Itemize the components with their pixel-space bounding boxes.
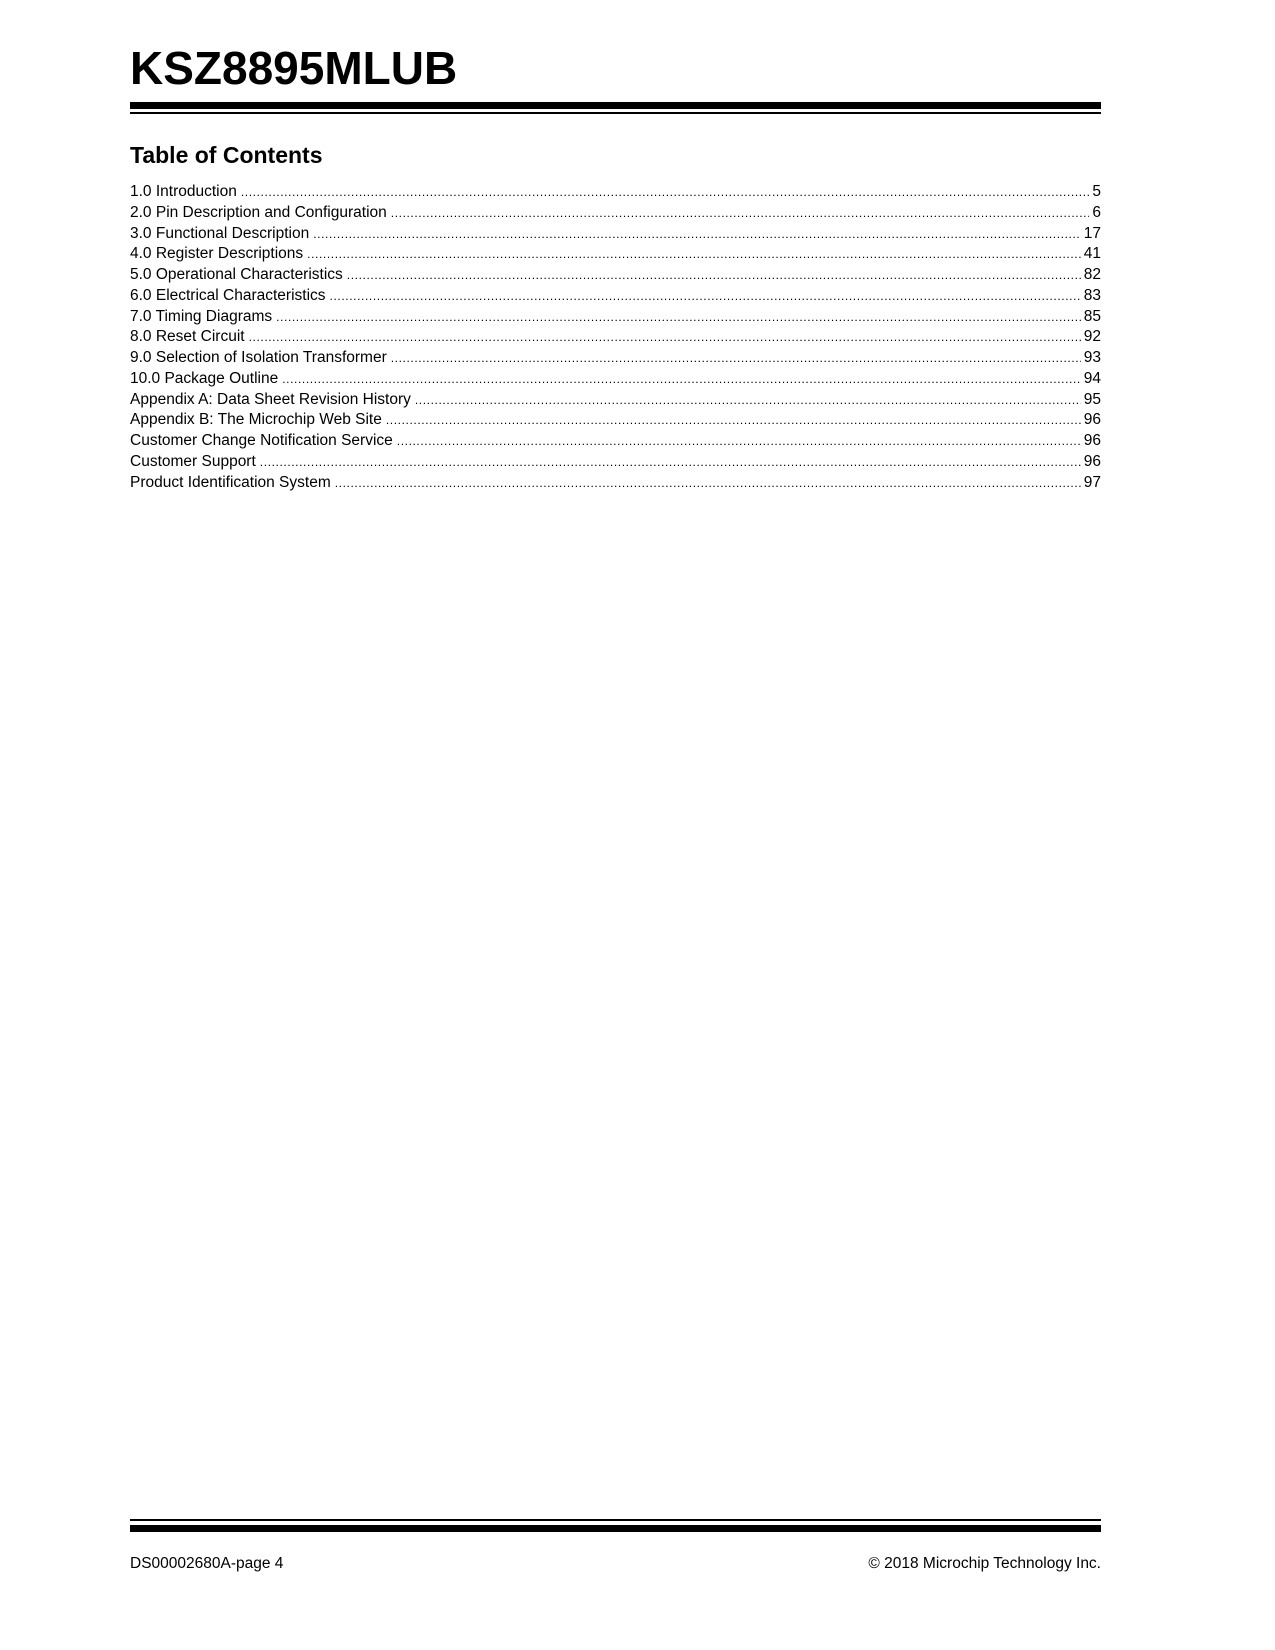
- toc-entry[interactable]: [130, 348, 1101, 369]
- toc-entry-title: 3.0 Functional Description: [130, 224, 310, 242]
- toc-entry-title: 1.0 Introduction: [130, 183, 237, 200]
- toc-entry[interactable]: [130, 410, 1101, 431]
- toc-entry-title: Appendix B: The Microchip Web Site: [130, 411, 382, 429]
- footer-rule-thin: [130, 1519, 1101, 1521]
- toc-entry-title: 5.0 Operational Characteristics: [130, 266, 343, 283]
- header-rule-thick: [130, 102, 1101, 109]
- toc-dot-leader: [347, 265, 1081, 286]
- toc-entry[interactable]: [130, 431, 1101, 452]
- toc-entry-title: 9.0 Selection of Isolation Transformer: [130, 349, 387, 366]
- toc-dot-leader: [415, 390, 1081, 411]
- toc-entry-page: 95: [1083, 390, 1101, 408]
- footer-copyright: © 2018 Microchip Technology Inc.: [868, 1555, 1101, 1572]
- toc-entry-page: 82: [1083, 266, 1101, 283]
- toc-entry-page: 85: [1083, 307, 1101, 325]
- toc-entry-page: 83: [1083, 286, 1101, 304]
- toc-entry[interactable]: [130, 286, 1101, 307]
- toc-dot-leader: [249, 327, 1081, 348]
- footer-rule-thick: [130, 1525, 1101, 1532]
- toc-entry[interactable]: [130, 327, 1101, 348]
- toc-entry[interactable]: [130, 390, 1101, 411]
- toc-dot-leader: [335, 473, 1081, 494]
- toc-heading: Table of Contents: [130, 142, 323, 168]
- toc-dot-leader: [276, 307, 1081, 328]
- toc-dot-leader: [391, 348, 1081, 369]
- toc-entry-title: Appendix A: Data Sheet Revision History: [130, 390, 411, 408]
- toc-entry-page: 5: [1092, 183, 1101, 200]
- toc-entry[interactable]: [130, 452, 1101, 473]
- toc-entry-title: 4.0 Register Descriptions: [130, 245, 304, 263]
- toc-dot-leader: [391, 203, 1090, 224]
- toc-entry-page: 17: [1083, 224, 1101, 242]
- toc-entry-page: 96: [1083, 411, 1101, 429]
- toc-entry-title: Customer Support: [130, 452, 256, 470]
- toc-entry-page: 97: [1083, 473, 1101, 491]
- toc-entry[interactable]: [130, 473, 1101, 494]
- toc-entry[interactable]: [130, 244, 1101, 265]
- toc-dot-leader: [397, 431, 1081, 452]
- toc-entry[interactable]: [130, 224, 1101, 245]
- toc-dot-leader: [241, 182, 1090, 203]
- document-title: KSZ8895MLUB: [130, 42, 458, 94]
- toc-entry-page: 94: [1083, 369, 1101, 387]
- toc-entry-page: 6: [1092, 203, 1101, 221]
- toc-entry-title: 8.0 Reset Circuit: [130, 328, 245, 346]
- toc-entry[interactable]: [130, 265, 1101, 286]
- toc-entry-title: 10.0 Package Outline: [130, 369, 279, 387]
- toc-entry[interactable]: [130, 182, 1101, 203]
- toc-entry-page: 96: [1083, 452, 1101, 470]
- toc-entry[interactable]: [130, 203, 1101, 224]
- toc-entry-title: Customer Change Notification Service: [130, 432, 393, 449]
- toc-dot-leader: [260, 452, 1081, 473]
- toc-dot-leader: [313, 224, 1081, 245]
- footer-doc-id: DS00002680A-page 4: [130, 1555, 284, 1572]
- toc-dot-leader: [307, 244, 1081, 265]
- toc-entry-page: 41: [1083, 245, 1101, 263]
- toc-dot-leader: [330, 286, 1081, 307]
- toc-entry[interactable]: [130, 369, 1101, 390]
- toc-entry-title: 6.0 Electrical Characteristics: [130, 286, 326, 304]
- toc-dot-leader: [386, 410, 1081, 431]
- toc-entry[interactable]: [130, 307, 1101, 328]
- toc-entry-page: 93: [1083, 349, 1101, 366]
- toc-entry-page: 96: [1083, 432, 1101, 449]
- header-rule-thin: [130, 112, 1101, 114]
- toc-entry-title: 7.0 Timing Diagrams: [130, 307, 273, 325]
- toc-entry-title: Product Identification System: [130, 473, 331, 491]
- toc-entry-page: 92: [1083, 328, 1101, 346]
- toc-dot-leader: [282, 369, 1081, 390]
- toc-list: [130, 182, 1101, 493]
- toc-entry-title: 2.0 Pin Description and Configuration: [130, 203, 387, 221]
